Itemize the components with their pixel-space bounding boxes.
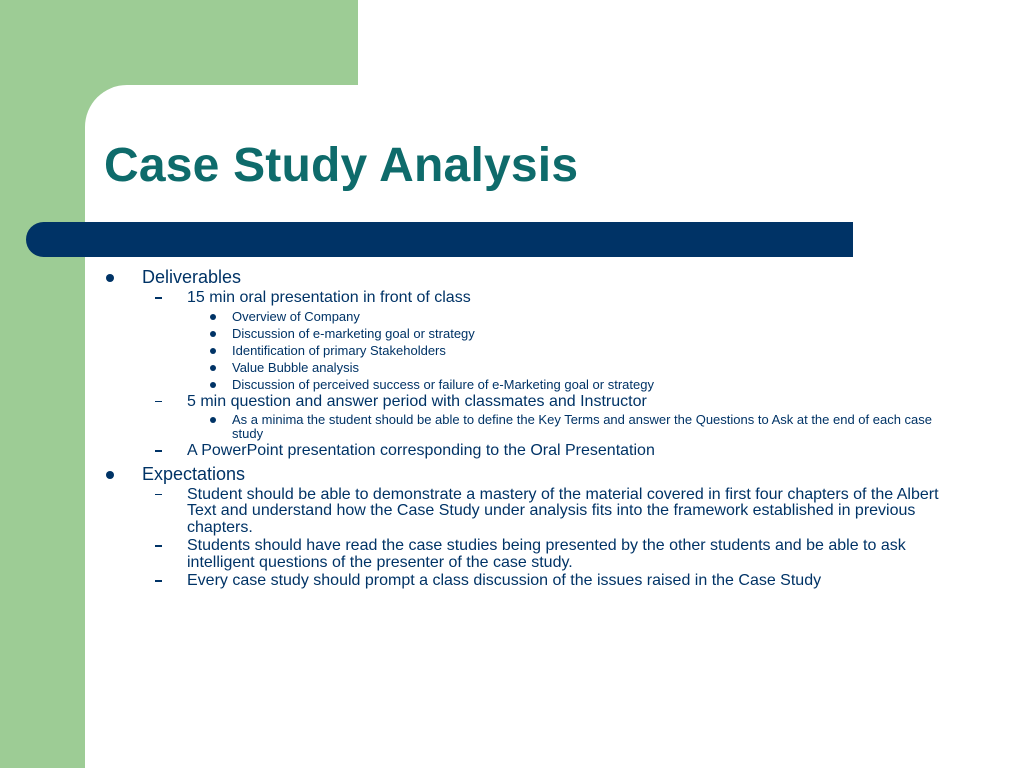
bullet-text: Deliverables bbox=[142, 267, 242, 287]
sub-bullet-text: 5 min question and answer period with classmates and Instructor bbox=[187, 392, 647, 410]
sub-sub-bullet bbox=[104, 327, 964, 341]
dash-icon bbox=[155, 580, 162, 582]
sub-bullet bbox=[104, 538, 964, 571]
dash-icon bbox=[155, 401, 162, 403]
sub-bullet-text: Student should be able to demonstrate a mastery of the material covered in first four chapters of the Albert Text and understand how the Case Study under analysis fits into the framework established in previous chapters. bbox=[187, 485, 939, 536]
sub-bullet bbox=[104, 443, 964, 460]
sub-bullet-text: A PowerPoint presentation corresponding to the Oral Presentation bbox=[187, 442, 655, 459]
bullet-dot-icon bbox=[210, 348, 216, 354]
dash-icon bbox=[155, 494, 162, 496]
sub-sub-bullet bbox=[104, 361, 964, 375]
sub-bullet bbox=[104, 394, 964, 411]
bullet-text: Expectations bbox=[142, 463, 246, 484]
sub-sub-bullet-text: Discussion of perceived success or failure of e-Marketing goal or strategy bbox=[232, 376, 654, 392]
sub-bullet bbox=[104, 487, 964, 537]
sub-sub-bullet bbox=[104, 413, 964, 441]
title-divider-bar bbox=[26, 222, 853, 257]
sub-sub-bullet-text: Value Bubble analysis bbox=[232, 359, 359, 375]
sub-sub-bullet bbox=[104, 344, 964, 358]
sub-sub-bullet bbox=[104, 378, 964, 392]
bullet-expectations bbox=[104, 463, 964, 485]
bullet-list bbox=[104, 266, 964, 590]
bullet-dot-icon bbox=[210, 314, 216, 320]
dash-icon bbox=[155, 450, 162, 452]
sub-bullet bbox=[104, 290, 964, 307]
bullet-deliverables bbox=[104, 266, 964, 288]
sub-bullet-text: Every case study should prompt a class discussion of the issues raised in the Case Study bbox=[187, 572, 822, 589]
dash-icon bbox=[155, 545, 162, 547]
sub-bullet bbox=[104, 573, 964, 590]
bullet-dot-icon bbox=[210, 365, 216, 371]
dash-icon bbox=[155, 297, 162, 299]
bullet-dot-icon bbox=[106, 471, 114, 479]
sub-bullet-text: Students should have read the case studies being presented by the other students and be able to ask intelligent questions of the presenter of the case study. bbox=[187, 537, 906, 571]
sub-sub-bullet-text: As a minima the student should be able to define the Key Terms and answer the Questions to Ask at the end of each case study bbox=[232, 412, 933, 441]
bullet-dot-icon bbox=[210, 331, 216, 337]
sub-sub-bullet-text: Identification of primary Stakeholders bbox=[232, 342, 446, 358]
sub-sub-bullet-text: Discussion of e-marketing goal or strategy bbox=[232, 325, 475, 341]
slide-title: Case Study Analysis bbox=[104, 139, 579, 192]
bullet-dot-icon bbox=[210, 417, 216, 423]
bullet-dot-icon bbox=[106, 274, 114, 282]
sub-sub-bullet bbox=[104, 310, 964, 324]
sub-sub-bullet-text: Overview of Company bbox=[232, 308, 360, 324]
sub-bullet-text: 15 min oral presentation in front of class bbox=[187, 289, 471, 306]
bullet-dot-icon bbox=[210, 382, 216, 388]
